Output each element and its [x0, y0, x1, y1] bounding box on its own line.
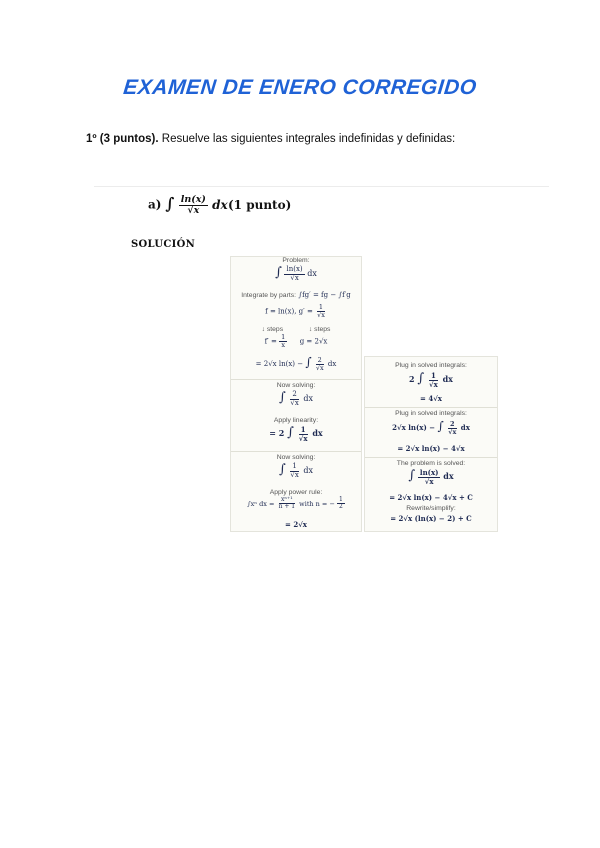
plug2-a: 2√x ln(x) − [392, 423, 436, 432]
power-half-den: 2 [338, 503, 343, 511]
problem-den: √x [290, 273, 299, 282]
now-solving-2: Now solving: [276, 454, 316, 461]
now-solving-1: Now solving: [276, 382, 316, 389]
integral-sign-icon: ∫ [279, 462, 286, 477]
power-rule [231, 497, 361, 511]
g-def: g = 2√x [299, 337, 328, 346]
problem-integral: ∫ $\frac{\ln(x)}{√x}$ dx [275, 265, 317, 282]
solved-result: = 2√x ln(x) − 4√x + C [389, 493, 473, 502]
power-caption: Apply power rule: [269, 489, 323, 496]
question-1 [86, 133, 455, 145]
part-a-integral [165, 194, 227, 216]
parts-result-num: 2 [317, 355, 322, 364]
solution-label: SOLUCIÓN [131, 239, 196, 250]
parts-result: = 2√x ln(x) − ∫ $\frac{2}{√x}$ dx [255, 355, 337, 372]
plug2-caption: Plug in solved integrals: [395, 410, 467, 417]
part-a-fraction [179, 195, 208, 216]
separator-line [94, 186, 549, 187]
gp-label: g′ = [298, 307, 313, 316]
steps-row [231, 326, 361, 333]
parts-row [231, 290, 361, 299]
plug1-result: = 4√x [420, 394, 442, 403]
integral-sign-icon: ∫ [437, 419, 444, 433]
steps-right: ↓ steps [308, 326, 331, 333]
ns1-den: √x [290, 398, 299, 407]
rewrite-caption: Rewrite/simplify: [406, 505, 456, 512]
linearity-result: = 2 ∫ $\frac{1}{√x}$ dx [269, 425, 323, 443]
part-a [148, 194, 292, 216]
plug1-prefix: 2 [409, 374, 415, 384]
divider [231, 379, 361, 380]
parts-caption: Integrate by parts: [241, 292, 297, 299]
divider [365, 407, 497, 408]
solved-num: ln(x) [419, 468, 439, 478]
power-result: = 2√x [285, 520, 307, 529]
ns2-den: √x [290, 470, 299, 479]
power-with: with n = − [299, 499, 335, 508]
plug1-num: 1 [430, 371, 436, 381]
question-number: 1º (3 puntos). [86, 133, 159, 145]
problem-num: ln(x) [286, 265, 303, 274]
part-a-points: (1 punto) [228, 198, 292, 212]
power-num: xⁿ⁺¹ [281, 496, 293, 503]
plug1-caption: Plug in solved integrals: [395, 362, 467, 369]
f-def: f = ln(x), [265, 307, 297, 316]
plug2-den: √x [448, 427, 457, 436]
fg-derived [231, 334, 361, 349]
solution-panel-left [230, 256, 362, 532]
parts-rule: ∫fg′ = fg − ∫f′g [298, 291, 351, 299]
fp-label: f′ = [264, 337, 277, 346]
part-a-denominator: √x [187, 205, 200, 216]
integral-sign-icon: ∫ [275, 265, 282, 280]
integral-sign-icon: ∫ [165, 194, 175, 213]
ns1-num: 2 [292, 390, 297, 399]
ns2-integral: ∫ $\frac{1}{√x}$ dx [279, 462, 313, 479]
plug2-num: 2 [450, 419, 455, 428]
plug1-den: √x [429, 379, 438, 389]
ns2-num: 1 [292, 462, 297, 471]
power-half-num: 1 [338, 496, 343, 503]
plug2-result: = 2√x ln(x) − 4√x [397, 444, 465, 453]
steps-left: ↓ steps [261, 326, 284, 333]
linearity-caption: Apply linearity: [273, 417, 319, 424]
gp-num: 1 [318, 303, 324, 311]
question-text: Resuelve las siguientes integrales indefinidas y definidas: [161, 133, 456, 145]
part-a-dx: dx [212, 198, 228, 212]
lin-den: √x [298, 433, 308, 443]
plug2-expression: 2√x ln(x) − ∫ $\frac{2}{√x}$ dx [392, 419, 470, 436]
fg-definitions [231, 304, 361, 319]
solution-panel-right [364, 356, 498, 532]
integral-sign-icon: ∫ [417, 371, 425, 386]
fp-num: 1 [281, 333, 286, 341]
part-a-numerator: ln(x) [180, 194, 206, 206]
rewrite-result: = 2√x (ln(x) − 2) + C [390, 514, 472, 523]
ns1-integral: ∫ $\frac{2}{√x}$ dx [279, 390, 313, 407]
solved-den: √x [424, 476, 434, 486]
parts-result-a: = 2√x ln(x) − [255, 360, 304, 368]
page-title: EXAMEN DE ENERO CORREGIDO [122, 76, 478, 99]
solved-integral: ∫ $\frac{\ln(x)}{√x}$ dx [408, 468, 454, 486]
divider [365, 457, 497, 458]
lin-num: 1 [300, 425, 306, 435]
plug1-integral: 2 ∫ $\frac{1}{√x}$ dx [409, 371, 453, 389]
problem-caption: Problem: [282, 257, 310, 264]
power-rule-a: ∫xⁿ dx = [247, 499, 275, 508]
parts-result-den: √x [315, 363, 324, 372]
part-a-label: a) [148, 197, 162, 212]
power-den: n + 1 [278, 503, 296, 511]
integral-sign-icon: ∫ [305, 355, 312, 369]
divider [231, 451, 361, 452]
integral-sign-icon: ∫ [408, 468, 416, 483]
lin-prefix: = 2 [269, 428, 285, 438]
gp-den: √x [317, 310, 325, 319]
fp-den: x [281, 340, 286, 349]
integral-sign-icon: ∫ [279, 390, 286, 405]
integral-sign-icon: ∫ [287, 425, 294, 440]
solved-caption: The problem is solved: [396, 460, 466, 467]
